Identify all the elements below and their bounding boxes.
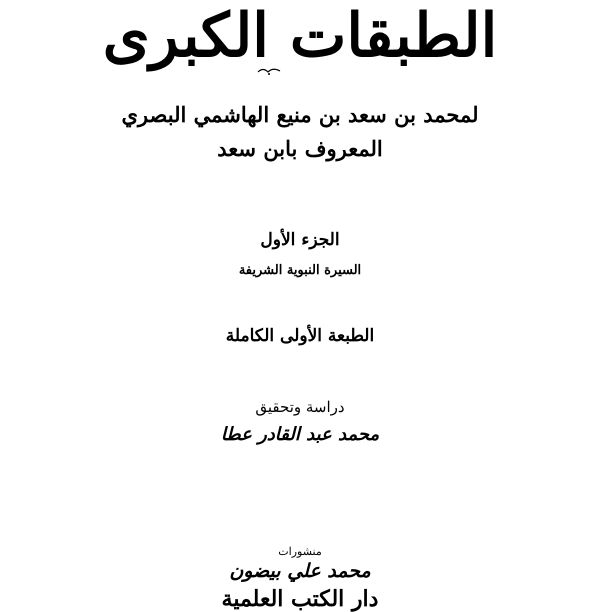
volume-subtitle: السيرة النبوية الشريفة — [238, 263, 362, 278]
edition-label: الطبعة الأولى الكاملة — [225, 326, 375, 346]
publisher-label: منشورات — [278, 545, 322, 558]
editor-name: محمد عبد القادر عطا — [220, 424, 380, 445]
publisher-name: محمد علي بيضون — [229, 560, 371, 582]
volume-label: الجزء الأول — [260, 230, 340, 250]
publisher-house: دار الكتب العلمية — [221, 586, 379, 612]
author-known-as: المعروف بابن سعد — [217, 136, 383, 161]
title-ornament-icon — [256, 66, 282, 76]
book-title: الطبقات الكبرى — [102, 1, 498, 71]
study-and-verification-label: دراسة وتحقيق — [255, 398, 345, 416]
author-name: لمحمد بن سعد بن منيع الهاشمي البصري — [121, 102, 479, 127]
